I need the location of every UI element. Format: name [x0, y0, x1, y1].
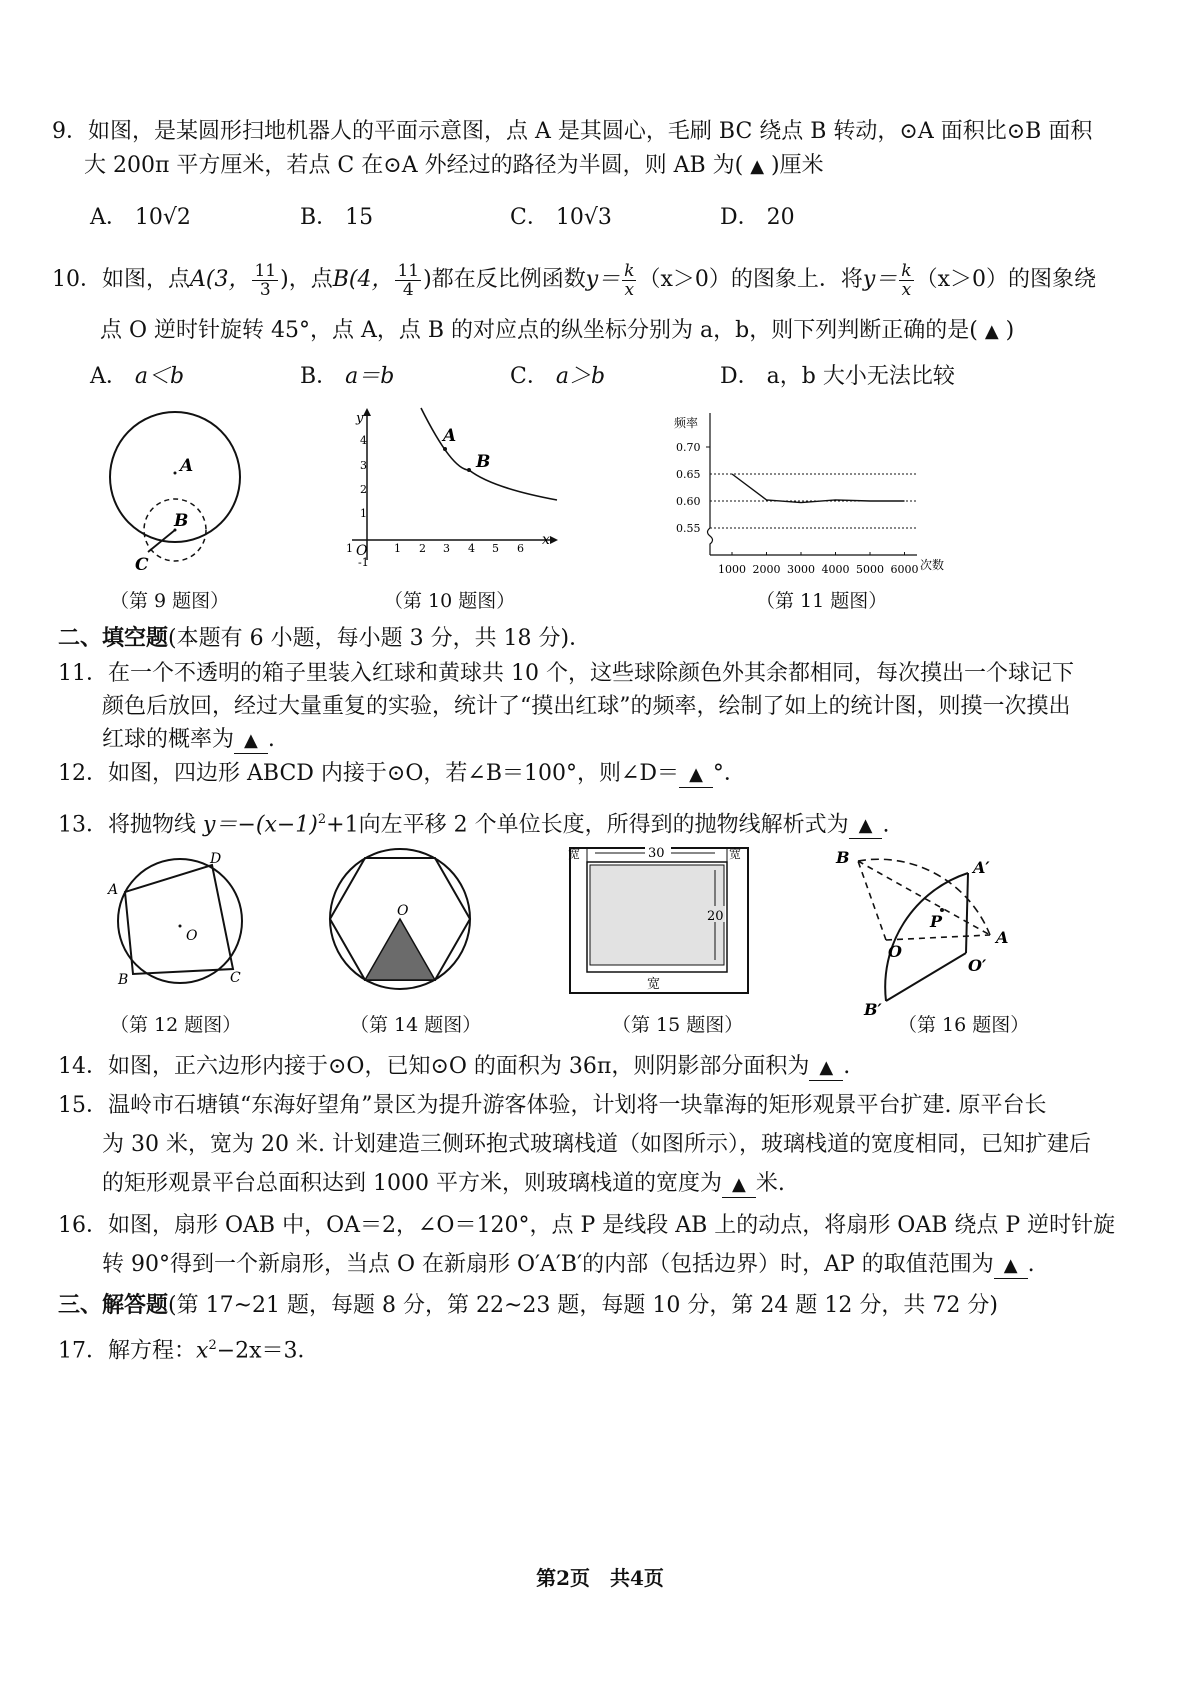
- svg-text:20: 20: [707, 909, 724, 924]
- page-footer: 第2页 共4页: [536, 1566, 664, 1590]
- figure-9: [100, 405, 260, 579]
- q15-answer-blank[interactable]: ▲: [722, 1172, 756, 1198]
- chart-x-tick: 4000: [821, 563, 850, 576]
- svg-text:O: O: [186, 928, 198, 944]
- q9-option-a: A． 10√2: [90, 205, 191, 230]
- q12: 12．如图，四边形 ABCD 内接于⊙O，若∠B＝100°，则∠D＝ ▲ °．: [58, 761, 746, 786]
- q12-answer-blank[interactable]: ▲: [679, 762, 713, 788]
- q9-option-a-value: 10√2: [134, 205, 191, 230]
- figure-16: [830, 845, 1010, 1024]
- chart-x-tick: 5000: [856, 563, 884, 576]
- svg-text:A′: A′: [973, 858, 990, 877]
- q10-option-c: C． a＞b: [510, 364, 606, 389]
- svg-text:O: O: [356, 543, 368, 559]
- q11-answer-blank[interactable]: ▲: [234, 728, 268, 754]
- axis-break: [708, 528, 713, 555]
- svg-text:宽: 宽: [729, 847, 742, 861]
- original-platform: [590, 865, 724, 965]
- svg-text:O′: O′: [968, 956, 987, 975]
- svg-text:2: 2: [360, 483, 367, 496]
- answer-triangle: ▲: [984, 321, 999, 342]
- q15-line1: 15．温岭市石塘镇“东海好望角”景区为提升游客体验，计划将一块靠海的矩形观景平台扩建. 原平台长: [58, 1093, 1047, 1118]
- svg-text:宽: 宽: [647, 977, 661, 992]
- q9-text-2: 大 200π 平方厘米，若点 C 在⊙A 外经过的路径为半圆，则 AB 为(: [84, 153, 744, 178]
- q16-answer-blank[interactable]: ▲: [994, 1253, 1028, 1279]
- svg-text:O: O: [888, 942, 902, 961]
- q10-frac-a: $\frac{11}{3}$: [254, 260, 277, 300]
- svg-text:y: y: [356, 411, 364, 426]
- quadrilateral-abcd: [125, 865, 233, 974]
- fig14-caption: （第 14 题图）: [350, 1014, 482, 1036]
- section-3-header: 三、解答题(第 17~21 题，每题 8 分，第 22~23 题，每题 10 分，第 24 题 12 分，共 72 分): [58, 1292, 998, 1318]
- svg-text:A: A: [996, 928, 1009, 947]
- q9-text-2-end: )厘米: [771, 153, 824, 178]
- fig11-caption: （第 11 题图）: [756, 590, 888, 612]
- figure-12: [100, 848, 260, 1002]
- chart-y-tick: 0.65: [676, 468, 701, 481]
- svg-text:1: 1: [346, 542, 353, 555]
- svg-text:O: O: [397, 903, 409, 919]
- q11-line3: 红球的概率为 ▲ .: [102, 727, 275, 752]
- svg-text:3: 3: [443, 542, 450, 555]
- point-b: [467, 468, 471, 472]
- q9-text-1: 如图，是某圆形扫地机器人的平面示意图，点 A 是其圆心，毛刷 BC 绕点 B 转动，⊙A 面积比⊙B 面积: [88, 119, 1093, 144]
- svg-text:4: 4: [468, 542, 475, 555]
- svg-text:2: 2: [419, 542, 426, 555]
- q10-option-d: D． a，b 大小无法比较: [720, 364, 955, 389]
- svg-text:5: 5: [492, 542, 499, 555]
- q14: 14．如图，正六边形内接于⊙O，已知⊙O 的面积为 36π，则阴影部分面积为 ▲ .: [58, 1054, 851, 1079]
- svg-text:1: 1: [360, 507, 367, 520]
- svg-text:B: B: [476, 452, 491, 472]
- fig12-caption: （第 12 题图）: [110, 1014, 242, 1036]
- q15-line3: 的矩形观景平台总面积达到 1000 平方米，则玻璃栈道的宽度为 ▲ 米.: [102, 1171, 785, 1196]
- chart-ylabel: 频率: [674, 416, 699, 430]
- q11-line2: 颜色后放回，经过大量重复的实验，统计了“摸出红球”的频率，绘制了如上的统计图，则摸一次摸出: [102, 694, 1071, 719]
- svg-text:3: 3: [360, 459, 367, 472]
- chart-series-line: [732, 474, 905, 503]
- svg-text:B′: B′: [864, 1000, 882, 1019]
- svg-text:B: B: [118, 972, 129, 988]
- q9-option-b: B． 15: [300, 205, 374, 230]
- q9-number: 9．: [52, 119, 88, 144]
- chart-xlabel: 次数: [920, 558, 945, 572]
- q11-line1: 11．在一个不透明的箱子里装入红球和黄球共 10 个，这些球除颜色外其余都相同，每次摸出一个球记下: [58, 661, 1074, 686]
- q10-option-b: B． a＝b: [300, 364, 395, 389]
- svg-text:A: A: [443, 426, 457, 446]
- q13-answer-blank[interactable]: ▲: [849, 813, 883, 839]
- svg-text:30: 30: [648, 846, 665, 861]
- chart-x-tick: 2000: [752, 563, 781, 576]
- svg-text:6: 6: [517, 542, 524, 555]
- chart-y-tick: 0.55: [676, 522, 701, 535]
- svg-text:A: A: [180, 456, 194, 476]
- section-2-header: 二、填空题(本题有 6 小题，每小题 3 分，共 18 分)．: [58, 625, 592, 651]
- svg-text:D: D: [210, 851, 222, 867]
- q9-option-c: C． 10√3: [510, 205, 612, 230]
- q10-frac-b: $\frac{11}{4}$: [397, 260, 420, 300]
- fig15-caption: （第 15 题图）: [612, 1014, 744, 1036]
- q17: 17．解方程：$x^2-2x=3$．: [58, 1338, 320, 1364]
- svg-text:1: 1: [394, 542, 401, 555]
- shaded-triangle: [365, 919, 435, 980]
- q9-option-d: D． 20: [720, 205, 795, 230]
- q9-line2: [84, 151, 824, 182]
- q16-line2: 转 90°得到一个新扇形，当点 O 在新扇形 O′A′B′的内部（包括边界）时，AP 的取值范围为 ▲ .: [102, 1252, 1035, 1277]
- figure-11-chart: [672, 405, 962, 584]
- figure-14: [325, 845, 475, 999]
- chart-y-tick: 0.70: [676, 441, 701, 454]
- svg-text:B: B: [836, 848, 850, 867]
- q10-option-a: A． a＜b: [90, 364, 185, 389]
- q14-answer-blank[interactable]: ▲: [809, 1055, 843, 1081]
- svg-text:4: 4: [360, 434, 367, 447]
- svg-text:B: B: [174, 511, 189, 531]
- q10-func-frac: $\frac{k}{x}$: [624, 260, 635, 300]
- point-a: [443, 447, 447, 451]
- svg-text:C: C: [135, 555, 149, 575]
- svg-text:-1: -1: [358, 556, 369, 569]
- q15-line2: 为 30 米，宽为 20 米. 计划建造三侧环抱式玻璃栈道（如图所示），玻璃栈道的宽度相同，已知扩建后: [102, 1132, 1091, 1157]
- svg-text:P: P: [930, 912, 943, 931]
- figure-10: [342, 400, 567, 579]
- figure-15: [565, 840, 755, 1004]
- chart-x-tick: 6000: [890, 563, 919, 576]
- fig9-caption: （第 9 题图）: [110, 590, 230, 612]
- q13: 13．将抛物线 $y=-(x-1)^2+1$向左平移 2 个单位长度，所得到的抛物线解析式为 ▲ .: [58, 812, 890, 838]
- fig16-caption: （第 16 题图）: [898, 1014, 1030, 1036]
- q16-line1: 16．如图，扇形 OAB 中，OA＝2，∠O＝120°，点 P 是线段 AB 上的动点，将扇形 OAB 绕点 P 逆时针旋: [58, 1213, 1116, 1238]
- chart-y-tick: 0.60: [676, 495, 701, 508]
- q10-line1: 10．如图，点A(3， $\frac{11}{3}$ )，点B(4， $\frac{11}{4}$ )都在反比例函数y＝ $\frac{k}{x}$ （x＞0）的图象上．将y＝ $\frac{k}{x}$ （x＞0）的图象绕: [52, 260, 1097, 300]
- chart-x-tick: 1000: [718, 563, 746, 576]
- q9-line1: [52, 117, 1092, 147]
- q10-line2: 点 O 逆时针旋转 45°，点 A，点 B 的对应点的纵坐标分别为 a，b，则下列判断正确的是( ▲ ): [100, 318, 1015, 343]
- svg-text:x: x: [542, 532, 550, 548]
- svg-text:宽: 宽: [568, 847, 581, 861]
- fig10-caption: （第 10 题图）: [384, 590, 516, 612]
- answer-triangle: ▲: [750, 156, 765, 177]
- svg-text:C: C: [230, 970, 241, 986]
- svg-text:A: A: [108, 882, 119, 898]
- chart-x-tick: 3000: [787, 563, 815, 576]
